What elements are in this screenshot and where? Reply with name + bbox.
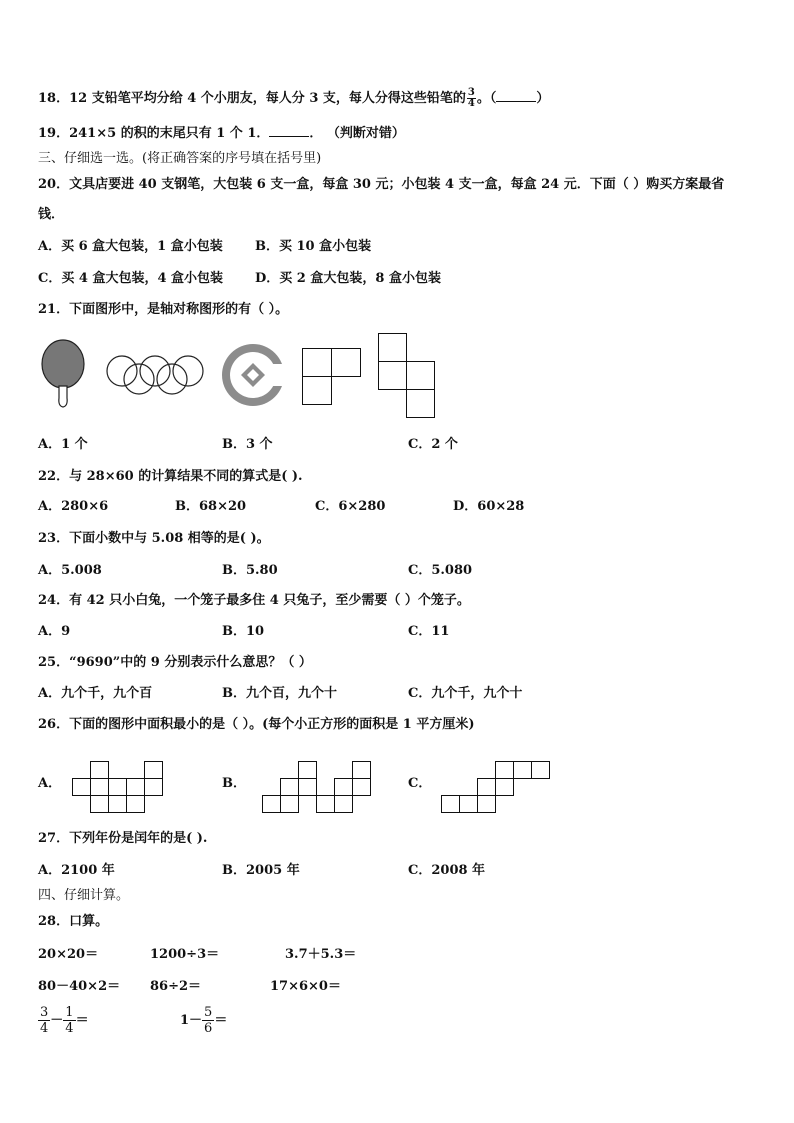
olympic-rings-figure bbox=[104, 355, 208, 395]
q24-option-c[interactable]: C．11 bbox=[408, 624, 450, 639]
calc-2-1: 80－40×2＝ bbox=[38, 979, 121, 994]
question-22: 22．与 28×60 的计算结果不同的算式是( ). bbox=[38, 469, 303, 484]
question-23: 23．下面小数中与 5.08 相等的是( )。 bbox=[38, 531, 270, 546]
question-18: 18．12 支铅笔平均分给 4 个小朋友，每人分 3 支，每人分得这些铅笔的 $\frac{3}{4}$ 。（ ） bbox=[38, 87, 550, 109]
q26-option-a[interactable]: A． bbox=[38, 776, 62, 791]
question-19: 19．241×5 的积的末尾只有 1 个 1． ． （判断对错） bbox=[38, 126, 405, 141]
question-20-line2: 钱． bbox=[38, 207, 65, 222]
section-3-heading: 三、仔细选一选。(将正确答案的序号填在括号里) bbox=[38, 151, 322, 166]
squares-figure-2 bbox=[378, 333, 438, 419]
q20-option-d[interactable]: D．买 2 盒大包装，8 盒小包装 bbox=[255, 271, 441, 286]
q18-text: 18．12 支铅笔平均分给 4 个小朋友，每人分 3 支，每人分得这些铅笔的 bbox=[38, 91, 466, 106]
bank-logo-figure bbox=[220, 342, 286, 408]
q22-option-d[interactable]: D．60×28 bbox=[453, 499, 525, 514]
q19-answer-blank[interactable] bbox=[269, 124, 309, 137]
q23-option-c[interactable]: C．5.080 bbox=[408, 563, 473, 578]
q25-option-c[interactable]: C．九个千，九个十 bbox=[408, 686, 523, 701]
q22-option-b[interactable]: B．68×20 bbox=[175, 499, 247, 514]
question-24: 24．有 42 只小白兔，一个笼子最多住 4 只兔子，至少需要（ ）个笼子。 bbox=[38, 593, 470, 608]
q22-option-c[interactable]: C．6×280 bbox=[315, 499, 386, 514]
q24-option-a[interactable]: A．9 bbox=[38, 624, 71, 639]
table-tennis-paddle-figure bbox=[40, 338, 88, 410]
q18-answer-blank[interactable] bbox=[496, 89, 536, 102]
q23-option-b[interactable]: B．5.80 bbox=[222, 563, 278, 578]
calc-1-2: 1200÷3＝ bbox=[150, 947, 220, 962]
q24-option-b[interactable]: B．10 bbox=[222, 624, 265, 639]
question-26: 26．下面的图形中面积最小的是（ ）。(每个小正方形的面积是 1 平方厘米) bbox=[38, 717, 475, 732]
q25-option-a[interactable]: A．九个千，九个百 bbox=[38, 686, 153, 701]
q21-option-a[interactable]: A．1 个 bbox=[38, 437, 88, 452]
calc-2-2: 86÷2＝ bbox=[150, 979, 202, 994]
question-28: 28．口算。 bbox=[38, 914, 109, 929]
q21-option-c[interactable]: C．2 个 bbox=[408, 437, 458, 452]
q26-figure-a bbox=[72, 761, 164, 815]
q26-option-c[interactable]: C． bbox=[408, 776, 432, 791]
q20-option-a[interactable]: A．买 6 盒大包装，1 盒小包装 bbox=[38, 239, 223, 254]
q21-option-b[interactable]: B．3 个 bbox=[222, 437, 273, 452]
q27-option-b[interactable]: B．2005 年 bbox=[222, 863, 300, 878]
calc-fraction-2: 1－ $\frac{5}{6}$ ＝ bbox=[180, 1005, 228, 1036]
question-21: 21．下面图形中，是轴对称图形的有（ ）。 bbox=[38, 302, 289, 317]
q20-option-b[interactable]: B．买 10 盒小包装 bbox=[255, 239, 372, 254]
question-20-line1: 20．文具店要进 40 支钢笔，大包装 6 支一盒，每盒 30 元；小包装 4 支一盒，每盒 24 元．下面（ ）购买方案最省 bbox=[38, 177, 725, 192]
question-27: 27．下列年份是闰年的是( ). bbox=[38, 831, 208, 846]
q23-option-a[interactable]: A．5.008 bbox=[38, 563, 102, 578]
calc-2-3: 17×6×0＝ bbox=[270, 979, 341, 994]
q27-option-c[interactable]: C．2008 年 bbox=[408, 863, 486, 878]
section-4-heading: 四、仔细计算。 bbox=[38, 888, 130, 903]
q25-option-b[interactable]: B．九个百，九个十 bbox=[222, 686, 337, 701]
q26-option-b[interactable]: B． bbox=[222, 776, 246, 791]
q26-figure-b bbox=[262, 761, 374, 815]
q22-option-a[interactable]: A．280×6 bbox=[38, 499, 109, 514]
q18-fraction: $\frac{3}{4}$ bbox=[467, 87, 475, 109]
q26-figure-c bbox=[441, 761, 553, 815]
question-25: 25．“9690”中的 9 分别表示什么意思？（ ） bbox=[38, 655, 312, 670]
squares-figure-1b bbox=[302, 348, 362, 406]
q27-option-a[interactable]: A．2100 年 bbox=[38, 863, 115, 878]
calc-1-1: 20×20＝ bbox=[38, 947, 99, 962]
q20-option-c[interactable]: C．买 4 盒大包装，4 盒小包装 bbox=[38, 271, 224, 286]
calc-1-3: 3.7＋5.3＝ bbox=[285, 947, 357, 962]
calc-fraction-1: $\frac{3}{4}$ － $\frac{1}{4}$ ＝ bbox=[40, 1005, 89, 1036]
